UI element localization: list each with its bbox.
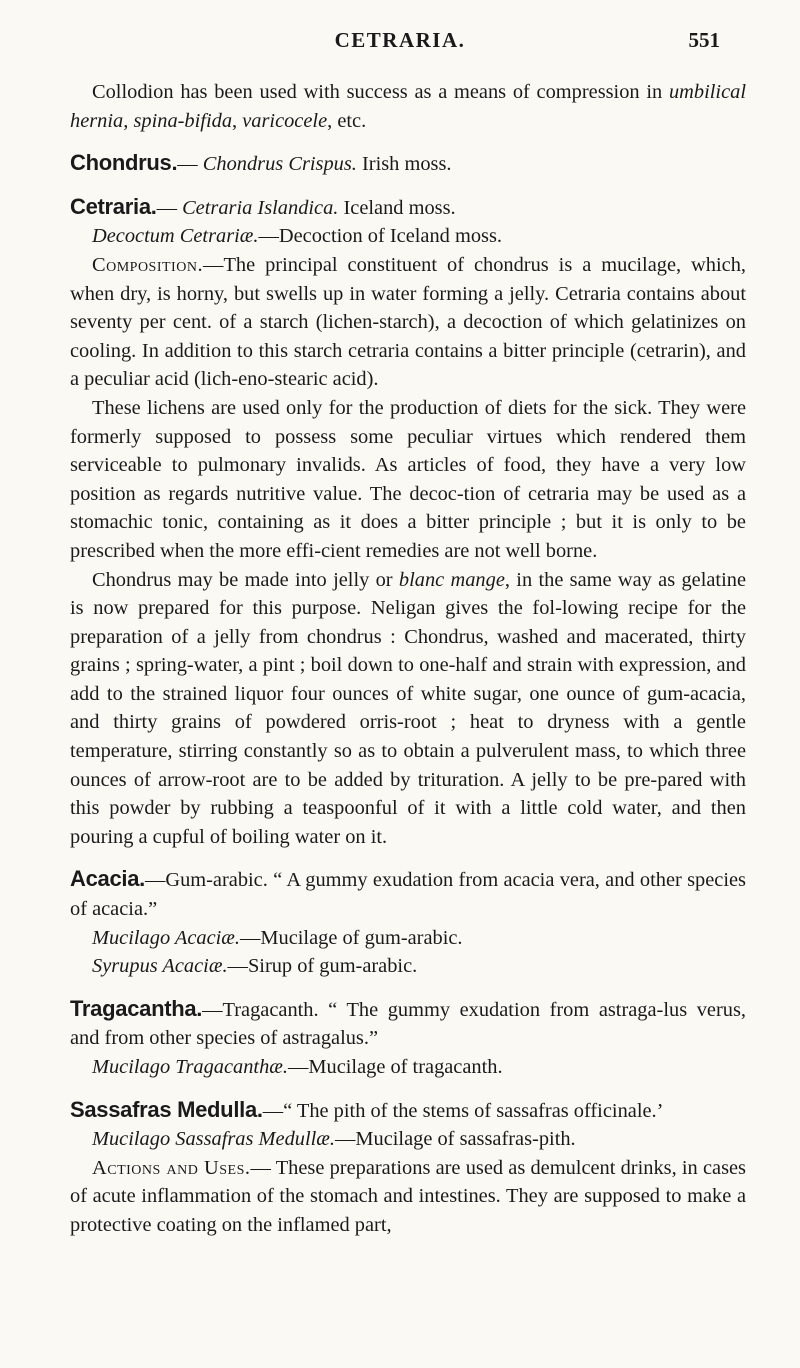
paragraph-decoctum xyxy=(70,222,746,251)
text: , xyxy=(232,109,243,132)
latin-name: Mucilago Acaciæ. xyxy=(92,926,240,949)
text: — These preparations are used as demulcent drinks, in cases of acute inflammation of the stomach and intestines. They are supposed to make a protective coating on the inflamed part, xyxy=(70,1156,746,1236)
section-label: Composition. xyxy=(92,253,204,276)
text: Chondrus may be made into jelly or xyxy=(92,568,399,591)
text: — xyxy=(156,196,183,219)
text: Iceland moss. xyxy=(338,196,456,219)
entry-heading: Acacia. xyxy=(70,866,145,892)
text: , in the same way as gelatine is now prepared for this purpose. Neligan gives the fol-lowing recipe for the preparation of a jelly from chondrus : Chondrus, washed and macerated, thirty grains ; spring-water, a pint ; boil down to one-half and strain with expression, and add to the strained liquor four ounces of white sugar, one ounce of gum-acacia, and thirty grains of powdered orris-root ; heat to dryness with a gentle temperature, stirring constantly so as to obtain a pulverulent mass, to which three ounces of arrow-root are to be added by trituration. A jelly to be pre-pared with this powder by rubbing a teaspoonful of it with a little cold water, and then pouring a cupful of boiling water on it. xyxy=(70,568,746,848)
text: Irish moss. xyxy=(356,153,452,176)
text: —Tragacanth. “ The gummy exudation from astraga-lus verus, and from other species of astragalus.” xyxy=(70,998,746,1050)
latin-name: Mucilago Sassafras Medullæ. xyxy=(92,1128,335,1151)
text: Collodion has been used with success as a means of compression in xyxy=(92,81,669,103)
paragraph-mucilago-sassafras xyxy=(70,1125,746,1154)
text: —Gum-arabic. “ A gummy exudation from acacia vera, and other species of acacia.” xyxy=(70,869,746,921)
text: —Mucilage of gum-arabic. xyxy=(240,926,463,949)
entry-sassafras xyxy=(70,1096,746,1126)
text: , etc. xyxy=(327,109,367,132)
text: —The principal constituent of chondrus is a mucilage, which, when dry, is horny, but swells up in water forming a jelly. Cetraria contains about seventy per cent. of a starch (lichen-starch), a decoction of which gelatinizes on cooling. In addition to this starch cetraria contains a bitter principle (cetrarin), and a peculiar acid (lich-eno-stearic acid). xyxy=(70,253,746,391)
paragraph-actions-uses xyxy=(70,1154,746,1240)
latin-name: Cetraria Islandica. xyxy=(182,196,339,219)
entry-chondrus xyxy=(70,149,746,179)
page-body xyxy=(70,78,746,1240)
text: —“ The pith of the stems of sassafras officinale.’ xyxy=(262,1099,664,1122)
paragraph-syrupus-acaciae xyxy=(70,952,746,981)
entry-acacia xyxy=(70,865,746,923)
entry-heading: Sassafras Medulla. xyxy=(70,1096,263,1122)
latin-name: Chondrus Crispus. xyxy=(202,153,357,176)
page-number: 551 xyxy=(688,28,720,52)
paragraph-mucilago-tragacanthae xyxy=(70,1053,746,1082)
running-title: CETRARIA. xyxy=(334,28,466,52)
text: —Mucilage of sassafras-pith. xyxy=(335,1128,576,1151)
paragraph-mucilago-acaciae xyxy=(70,924,746,953)
term: spina-bifida xyxy=(133,109,233,132)
entry-heading: Tragacantha. xyxy=(70,995,203,1021)
entry-heading: Cetraria. xyxy=(70,193,157,219)
paragraph-jelly xyxy=(70,566,746,852)
term: blanc mange xyxy=(398,568,505,591)
paragraph-collodion xyxy=(70,78,746,135)
text: —Mucilage of tragacanth. xyxy=(287,1056,503,1078)
running-head xyxy=(0,28,800,58)
latin-name: Mucilago Tragacanthæ. xyxy=(92,1056,288,1078)
text: — xyxy=(177,153,203,176)
paragraph-lichens: These lichens are used only for the production of diets for the sick. They were formerly supposed to possess some peculiar virtues which rendered them serviceable to pulmonary invalids. As articles of food, they have a very low position as regards nutritive value. The decoc-tion of cetraria may be used as a stomachic tonic, containing as it does a bitter principle ; but it is only to be prescribed when the more effi-cient remedies are not well borne. xyxy=(70,396,746,562)
entry-tragacantha xyxy=(70,995,746,1053)
text: —Decoction of Iceland moss. xyxy=(258,225,502,248)
text: , xyxy=(123,109,134,132)
term: varicocele xyxy=(242,109,328,132)
entry-cetraria xyxy=(70,193,746,223)
latin-name: Syrupus Acaciæ. xyxy=(92,955,228,978)
text: —Sirup of gum-arabic. xyxy=(227,955,418,978)
term: umbilical hernia xyxy=(70,81,746,132)
section-label: Actions and Uses. xyxy=(92,1156,251,1179)
paragraph-composition xyxy=(70,251,746,394)
entry-heading: Chondrus. xyxy=(70,150,178,176)
latin-name: Decoctum Cetrariæ. xyxy=(92,225,259,248)
